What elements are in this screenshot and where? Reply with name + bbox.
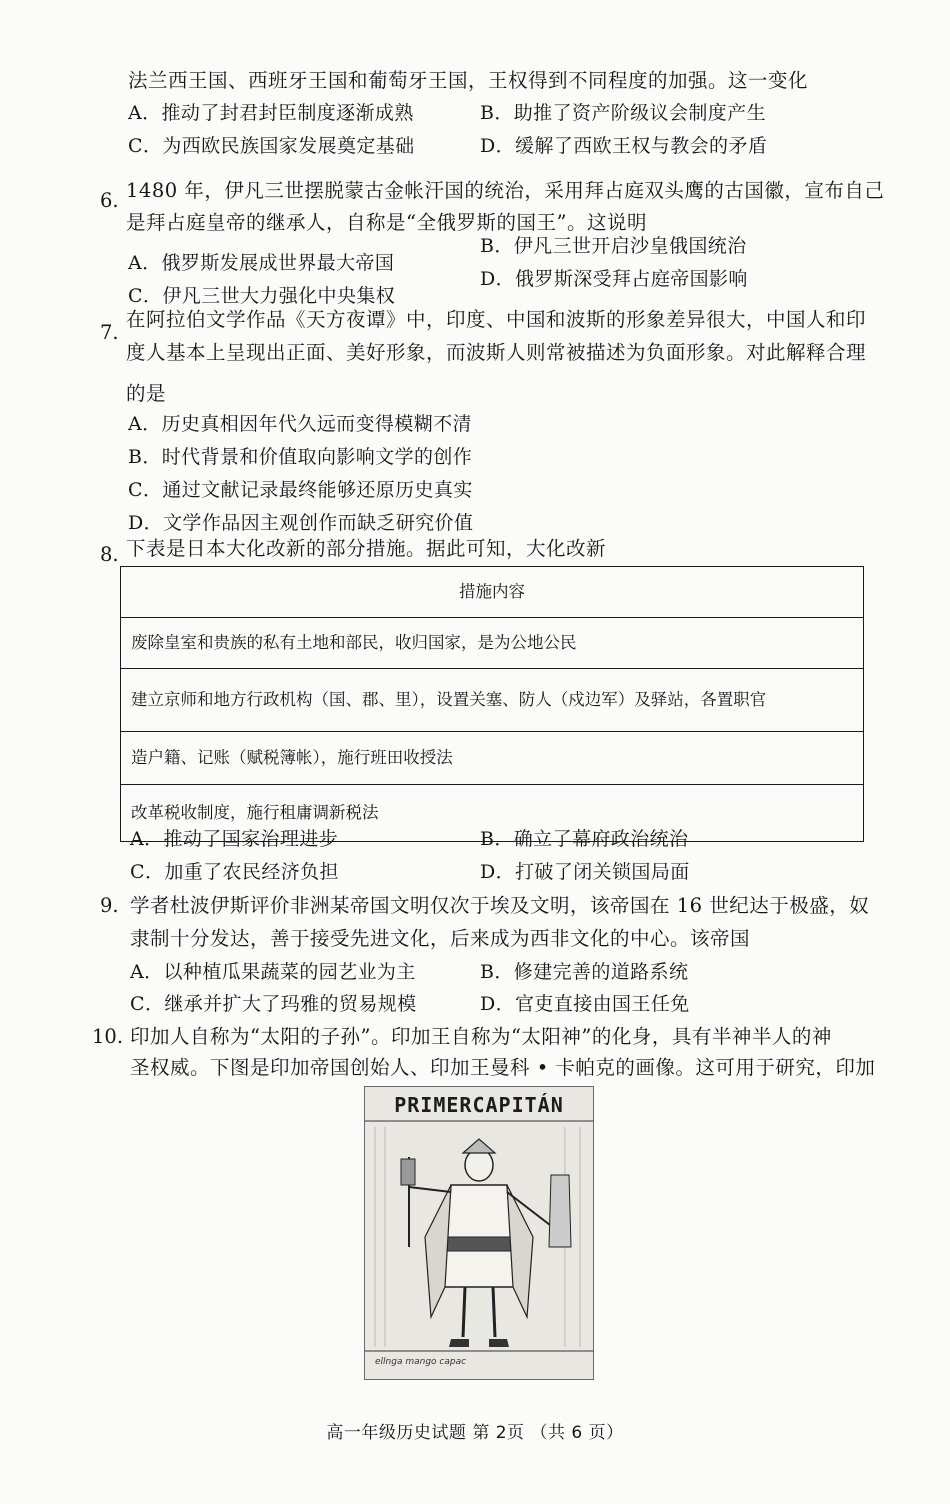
q6-option-b: B．伊凡三世开启沙皇俄国统治	[480, 235, 747, 257]
table-row: 建立京师和地方行政机构（国、郡、里），设置关塞、防人（戍边军）及驿站，各置职官	[121, 669, 864, 732]
q5-option-b: B．助推了资产阶级议会制度产生	[480, 102, 766, 124]
q8-option-a: A．推动了国家治理进步	[130, 828, 339, 850]
q8-option-c: C．加重了农民经济负担	[130, 861, 339, 883]
q9-stem-line-2: 隶制十分发达，善于接受先进文化，后来成为西非文化的中心。该帝国	[130, 927, 751, 950]
q5-option-c: C．为西欧民族国家发展奠定基础	[128, 135, 415, 157]
q7-stem-line-1: 在阿拉伯文学作品《天方夜谭》中，印度、中国和波斯的形象差异很大，中国人和印	[126, 308, 867, 331]
q9-number: 9.	[100, 894, 119, 917]
q7-option-c: C．通过文献记录最终能够还原历史真实	[128, 479, 473, 501]
inca-king-figure-icon	[365, 1087, 593, 1379]
q9-option-b: B．修建完善的道路系统	[480, 961, 689, 983]
q5-stem-line: 法兰西王国、西班牙王国和葡萄牙王国，王权得到不同程度的加强。这一变化	[128, 69, 809, 92]
q6-option-a: A．俄罗斯发展成世界最大帝国	[128, 252, 395, 274]
reform-measures-table	[120, 566, 864, 842]
inca-king-portrait	[364, 1086, 594, 1380]
q10-number: 10.	[92, 1025, 124, 1048]
q6-option-d: D．俄罗斯深受拜占庭帝国影响	[480, 268, 748, 290]
q7-option-b: B．时代背景和价值取向影响文学的创作	[128, 446, 473, 468]
q5-option-a: A．推动了封君封臣制度逐渐成熟	[128, 102, 414, 124]
table-row: 废除皇室和贵族的私有土地和部民，收归国家，是为公地公民	[121, 618, 864, 669]
q6-option-c: C．伊凡三世大力强化中央集权	[128, 285, 396, 307]
q6-number: 6.	[100, 189, 119, 212]
q7-option-d: D．文学作品因主观创作而缺乏研究价值	[128, 512, 474, 534]
q5-option-d: D．缓解了西欧王权与教会的矛盾	[480, 135, 768, 157]
q9-option-c: C．继承并扩大了玛雅的贸易规模	[130, 993, 417, 1015]
portrait-caption: ellnga mango capac	[375, 1357, 467, 1367]
q7-option-a: A．历史真相因年代久远而变得模糊不清	[128, 413, 472, 435]
q7-number: 7.	[100, 321, 119, 344]
table-header-cell: 措施内容	[121, 567, 864, 618]
q6-stem-line-1: 1480 年，伊凡三世摆脱蒙古金帐汗国的统治，采用拜占庭双头鹰的古国徽，宣布自己	[126, 179, 885, 202]
page-footer: 高一年级历史试题 第 2页 （共 6 页）	[326, 1423, 624, 1443]
q10-stem-line-2: 圣权威。下图是印加帝国创始人、印加王曼科 • 卡帕克的画像。这可用于研究，印加	[130, 1056, 876, 1079]
q10-stem-line-1: 印加人自称为“太阳的子孙”。印加王自称为“太阳神”的化身，具有半神半人的神	[130, 1025, 832, 1048]
portrait-title: PRIMERCAPITÁN	[394, 1093, 564, 1117]
q8-option-b: B．确立了幕府政治统治	[480, 828, 689, 850]
q9-option-d: D．官吏直接由国王任免	[480, 993, 690, 1015]
q8-stem-line: 下表是日本大化改新的部分措施。据此可知，大化改新	[126, 537, 607, 560]
q9-option-a: A．以种植瓜果蔬菜的园艺业为主	[130, 961, 416, 983]
q7-stem-line-2: 度人基本上呈现出正面、美好形象，而波斯人则常被描述为负面形象。对此解释合理	[126, 341, 867, 364]
table-row: 改革税收制度，施行租庸调新税法	[121, 785, 864, 842]
q6-stem-line-2: 是拜占庭皇帝的继承人，自称是“全俄罗斯的国王”。这说明	[126, 211, 647, 234]
q8-option-d: D．打破了闭关锁国局面	[480, 861, 690, 883]
q7-stem-line-3: 的是	[126, 382, 167, 405]
table-row: 造户籍、记账（赋税簿帐），施行班田收授法	[121, 732, 864, 785]
q8-number: 8.	[100, 543, 119, 566]
q9-stem-line-1: 学者杜波伊斯评价非洲某帝国文明仅次于埃及文明，该帝国在 16 世纪达于极盛，奴	[130, 894, 870, 917]
